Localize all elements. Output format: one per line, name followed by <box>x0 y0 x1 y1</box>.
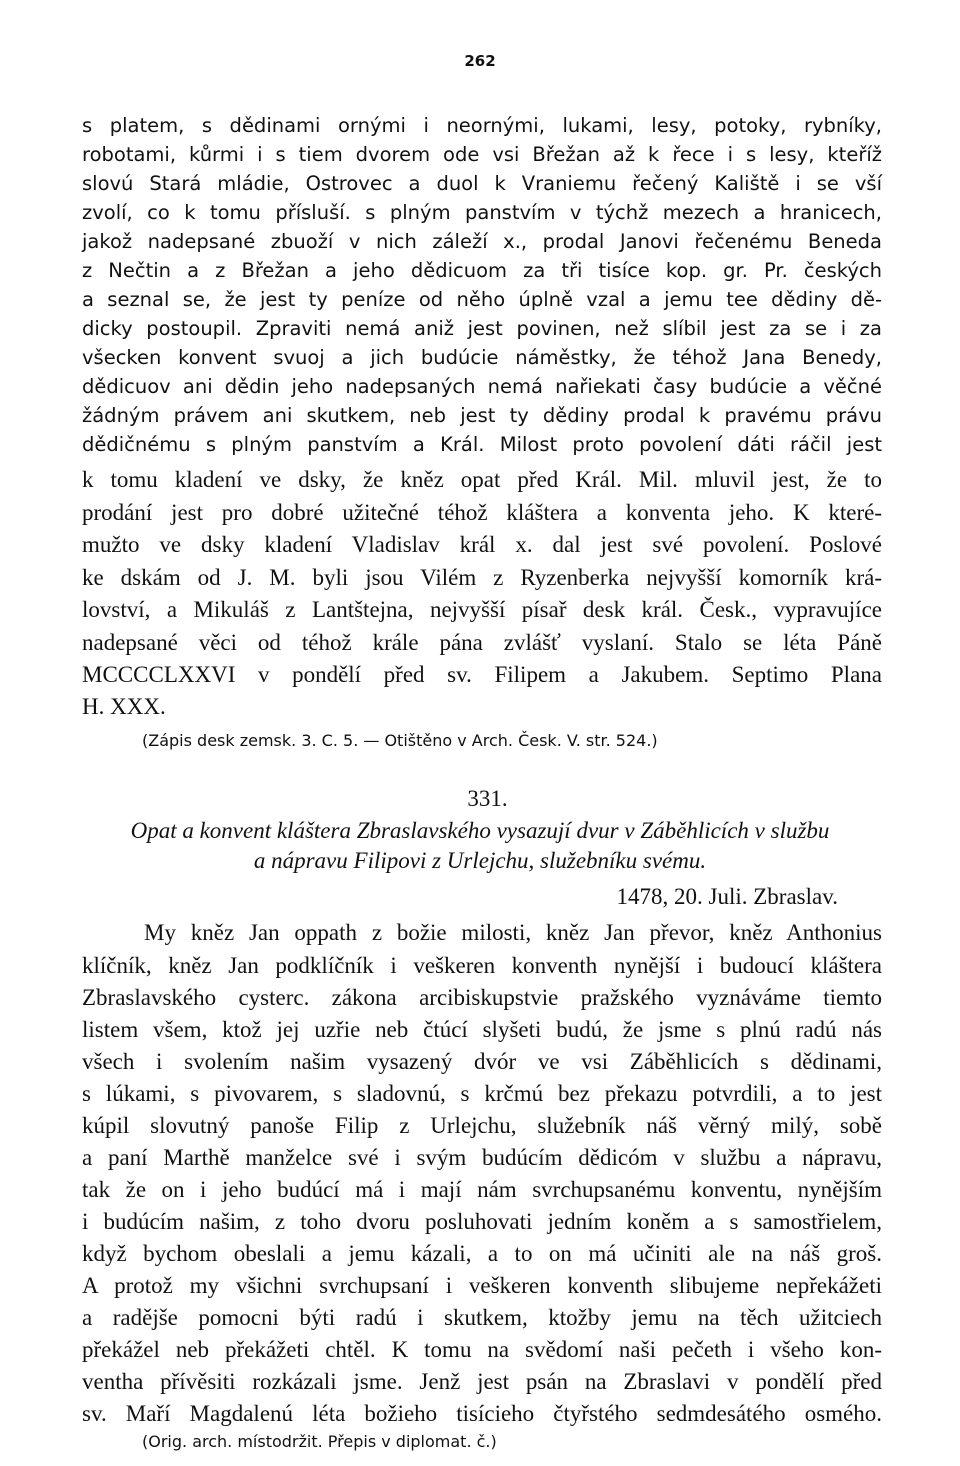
text-line: dicky postoupil. Zpraviti nemá aniž jest povinen, než slíbil jest za se i za <box>82 317 882 340</box>
text-line: tak že on i jeho budúcí má i mají nám svrchupsanému konventu, nynějším <box>82 1177 882 1202</box>
text-line: žádným právem ani skutkem, neb jest ty dědiny prodal k pravému právu <box>82 404 882 427</box>
text-line: lovství, a Mikuláš z Lantštejna, nejvyšší písař desk král. Česk., vypravujíce <box>82 597 882 622</box>
text-line: dědičnému s plným panstvím a Král. Milost proto povolení dáti ráčil jest <box>82 433 882 456</box>
text-line: klíčník, kněz Jan podklíčník i veškeren konventh nynější i budoucí kláštera <box>82 953 882 978</box>
document-number: 331. <box>467 786 508 811</box>
text-line: H. XXX. <box>82 694 166 719</box>
text-line: jakož nadepsané zbuoží v nich záleží x., prodal Janovi řečenému Beneda <box>82 230 882 253</box>
text-line: prodání jest pro dobré užitečné téhož kláštera a konventa jeho. K které- <box>82 500 882 525</box>
text-line: Zbraslavského cysterc. zákona arcibiskupstvie pražského vyznáváme tiemto <box>82 985 882 1010</box>
text-line: nadepsané věci od téhož krále pána zvlášť vyslaní. Stalo se léta Páně <box>82 630 882 655</box>
document-title-line: a nápravu Filipovi z Urlejchu, služebníku svému. <box>253 848 707 873</box>
text-line: a seznal se, že jest ty peníze od něho úplně vzal a jemu tee dědiny dě- <box>82 288 882 311</box>
text-line: i budúcím našim, z toho dvoru posluhovati jedním koněm a s samostřielem, <box>82 1209 882 1234</box>
text-line: robotami, kůrmi i s tiem dvorem ode vsi Břežan až k řece i s lesy, kteříž <box>82 143 882 166</box>
text-line: kúpil slovutný panoše Filip z Urlejchu, služebník náš věrný milý, sobě <box>82 1113 882 1138</box>
page-number: 262 <box>464 52 496 70</box>
text-line: mužto ve dsky kladení Vladislav král x. dal jest své povolení. Poslové <box>82 532 882 557</box>
document-title-line: Opat a konvent kláštera Zbraslavského vysazují dvur v Záběhlicích v službu <box>130 818 830 843</box>
source-note: (Orig. arch. místodržit. Přepis v diplomat. č.) <box>142 1432 497 1451</box>
text-line: s lúkami, s pivovarem, s sladovnú, s krčmú bez překazu potvrdili, a to jest <box>82 1081 882 1106</box>
text-line: všech i svolením našim vysazený dvór ve vsi Záběhlicích s dědinami, <box>82 1049 882 1074</box>
text-line: a paní Marthě manželce své i svým budúcím dědicóm v službu a nápravu, <box>82 1145 882 1170</box>
text-line: všecken konvent svuoj a jich budúcie náměstky, že téhož Jana Benedy, <box>82 346 882 369</box>
text-line: sv. Maří Magdalenú léta božieho tisícieho čtyřstého sedmdesátého osmého. <box>82 1401 882 1426</box>
text-line: My kněz Jan oppath z božie milosti, kněz Jan převor, kněz Anthonius <box>144 920 882 945</box>
text-line: MCCCCLXXVI v pondělí před sv. Filipem a Jakubem. Septimo Plana <box>82 662 882 687</box>
text-line: A protož my všichni svrchupsaní i veškeren konventh slibujeme nepřekážeti <box>82 1273 882 1298</box>
text-line: když bychom obeslali a jemu kázali, a to on má učiniti ale na náš groš. <box>82 1241 882 1266</box>
text-line: zvolí, co k tomu přísluší. s plným panstvím v týchž mezech a hranicech, <box>82 201 882 224</box>
text-line: s platem, s dědinami ornými i neornými, lukami, lesy, potoky, rybníky, <box>82 114 882 137</box>
text-line: dědicuov ani dědin jeho nadepsaných nemá nařiekati časy budúcie a věčné <box>82 375 882 398</box>
text-line: a radějše pomocni býti radú i skutkem, ktožby jemu na těch užitciech <box>82 1305 882 1330</box>
text-line: z Nečtin a z Břežan a jeho dědicuom za tři tisíce kop. gr. Pr. českých <box>82 259 882 282</box>
text-line: ventha přívěsiti rozkázali jsme. Jenž jest psán na Zbraslavi v pondělí před <box>82 1369 882 1394</box>
text-line: překážel neb překážeti chtěl. K tomu na svědomí naši pečeth i všeho kon- <box>82 1337 882 1362</box>
text-line: ke dskám od J. M. byli jsou Vilém z Ryzenberka nejvyšší komorník krá- <box>82 565 882 590</box>
source-note: (Zápis desk zemsk. 3. C. 5. — Otištěno v Arch. Česk. V. str. 524.) <box>142 731 658 750</box>
text-line: slovú Stará mládie, Ostrovec a duol k Vraniemu řečený Kaliště i se vší <box>82 172 882 195</box>
text-line: listem všem, ktož jej uzřie neb čtúcí slyšeti budú, že jsme s plnú radú nás <box>82 1017 882 1042</box>
document-date-place: 1478, 20. Juli. Zbraslav. <box>616 884 838 909</box>
text-line: k tomu kladení ve dsky, že kněz opat před Král. Mil. mluvil jest, že to <box>82 467 882 492</box>
